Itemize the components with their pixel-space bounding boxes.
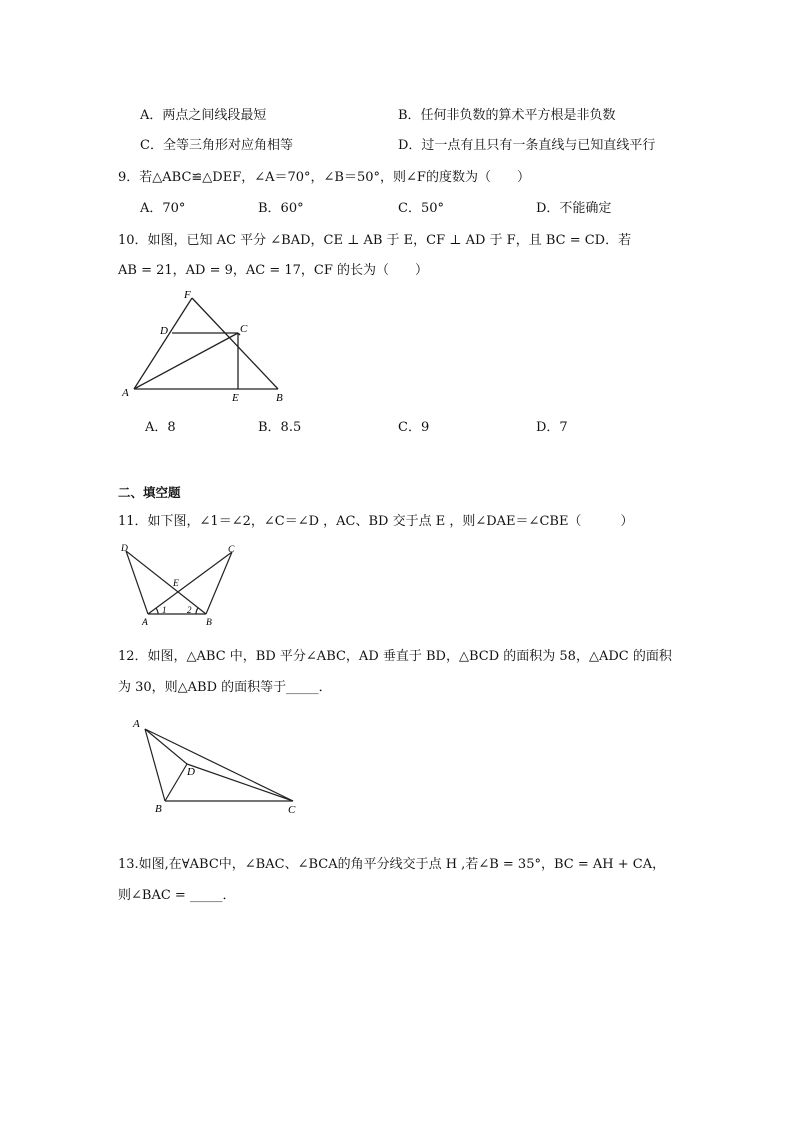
q8-option-d: D．过一点有且只有一条直线与已知直线平行 <box>398 138 656 153</box>
section-title: 二、填空题 <box>118 485 181 500</box>
q11-figure <box>118 540 248 630</box>
q10-line-fb <box>192 298 278 389</box>
q10-label-a: A <box>122 387 129 399</box>
q13-stem-line2: 则∠BAC = _____． <box>118 888 236 903</box>
q11-label-1: 1 <box>162 605 167 615</box>
q12-label-d: D <box>187 766 195 778</box>
q12-line-ab <box>145 729 165 801</box>
q9-option-c: C．50° <box>398 201 444 216</box>
q10-option-b: B．8.5 <box>258 420 302 435</box>
q11-label-d: D <box>121 544 128 554</box>
q9-option-b: B．60° <box>258 201 304 216</box>
q9-stem: 9．若△ABC≌△DEF，∠A＝70°，∠B＝50°，则∠F的度数为（ ） <box>118 170 530 185</box>
q12-label-a: A <box>133 718 140 730</box>
q12-label-b: B <box>155 803 162 815</box>
q11-label-a: A <box>142 618 148 628</box>
q10-line-ac <box>134 333 238 389</box>
q11-stem: 11．如下图，∠1＝∠2，∠C＝∠D ，AC、BD 交于点 E ，则∠DAE＝∠CBE（ ） <box>118 514 634 529</box>
q10-label-b: B <box>276 392 283 404</box>
q12-line-ac <box>145 729 293 801</box>
q10-label-c: C <box>240 323 248 335</box>
q10-option-a: A．8 <box>145 420 176 435</box>
q10-stem-line1: 10．如图，已知 AC 平分 ∠BAD，CE ⊥ AB 于 E，CF ⊥ AD 于 F，且 BC = CD．若 <box>118 233 632 248</box>
q8-option-c: C．全等三角形对应角相等 <box>140 138 293 153</box>
q8-option-a: A．两点之间线段最短 <box>140 108 267 123</box>
q8-option-b: B．任何非负数的算术平方根是非负数 <box>398 108 616 123</box>
q10-figure <box>118 285 298 405</box>
q11-angle-1-arc <box>156 608 158 614</box>
q13-stem-line1: 13.如图,在∀ABC中，∠BAC、∠BCA的角平分线交于点 H ,若∠B = 35°，BC = AH + CA， <box>118 857 666 872</box>
q12-figure <box>125 712 310 822</box>
q9-option-a: A．70° <box>140 201 186 216</box>
q12-stem-line1: 12．如图，△ABC 中，BD 平分∠ABC，AD 垂直于 BD，△BCD 的面积为 58，△ADC 的面积 <box>118 649 672 664</box>
q11-angle-2-arc <box>196 608 198 614</box>
q10-option-d: D．7 <box>536 420 568 435</box>
q10-option-c: C．9 <box>398 420 430 435</box>
q11-label-c: C <box>228 545 235 555</box>
q11-label-e: E <box>173 579 179 589</box>
q11-line-da <box>126 551 148 614</box>
q12-stem-line2: 为 30，则△ABD 的面积等于_____． <box>118 680 332 695</box>
q10-label-d: D <box>160 325 168 337</box>
q10-stem-line2: AB = 21，AD = 9，AC = 17，CF 的长为（ ） <box>118 263 429 278</box>
q12-label-c: C <box>288 804 296 816</box>
q12-line-bd <box>165 764 187 801</box>
q10-label-f: F <box>184 289 191 301</box>
q10-line-af <box>134 298 192 389</box>
q10-label-e: E <box>232 392 239 404</box>
q9-option-d: D．不能确定 <box>536 201 612 216</box>
q12-line-dc <box>187 764 293 801</box>
q11-label-2: 2 <box>187 605 192 615</box>
q11-label-b: B <box>206 618 212 628</box>
